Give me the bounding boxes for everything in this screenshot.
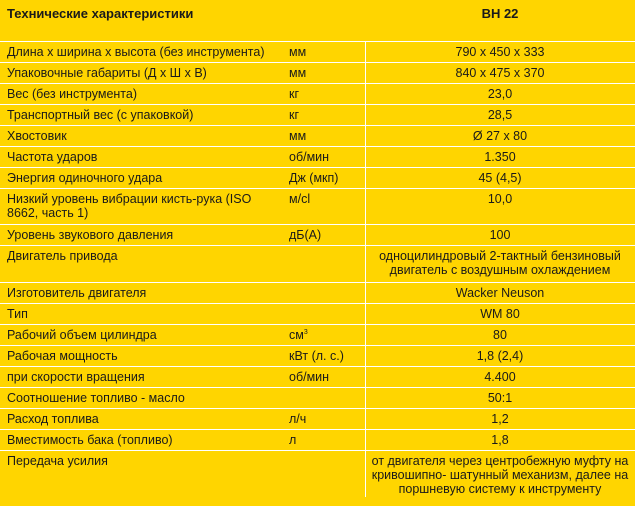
param-unit <box>289 87 359 101</box>
param-unit <box>289 66 359 80</box>
param-value: 840 x 475 x 370 <box>455 66 545 80</box>
param-name: Расход топлива <box>7 412 99 426</box>
param-value: WM 80 <box>480 307 520 321</box>
unit-text: об/мин <box>289 150 330 164</box>
unit-text: об/мин <box>289 370 330 384</box>
table-row <box>0 167 635 188</box>
table-row <box>0 245 635 282</box>
param-name: Вес (без инструмента) <box>7 87 138 101</box>
param-unit <box>289 412 359 426</box>
unit-text: кВт (л. с.) <box>289 349 344 363</box>
param-value: Ø 27 x 80 <box>472 129 528 143</box>
param-name: Вместимость бака (топливо) <box>7 433 173 447</box>
param-unit <box>289 45 359 59</box>
table-header <box>0 0 635 30</box>
param-value: 10,0 <box>487 192 513 206</box>
param-value: 100 <box>489 228 511 242</box>
param-value: от двигателя через центробежную муфту на кривошипно- шатунный механизм, далее на поршневую систему к инструменту <box>371 454 629 496</box>
table-row <box>0 303 635 324</box>
param-name: при скорости вращения <box>7 370 145 384</box>
param-name: Двигатель привода <box>7 249 118 263</box>
param-name: Тип <box>7 307 28 321</box>
param-value: 50:1 <box>487 391 513 405</box>
param-value: одноцилиндровый 2-тактный бензиновый двигатель с воздушным охлаждением <box>379 249 621 277</box>
table-row <box>0 188 635 224</box>
param-value: 790 x 450 x 333 <box>455 45 545 59</box>
param-value: 1,2 <box>491 412 509 426</box>
param-name: Частота ударов <box>7 150 98 164</box>
table-row <box>0 324 635 345</box>
table-row <box>0 62 635 83</box>
param-unit <box>289 370 359 384</box>
table-row <box>0 83 635 104</box>
param-value: 1,8 <box>491 433 509 447</box>
unit-superscript: 3 <box>303 328 308 336</box>
model-name: BH 22 <box>481 6 519 21</box>
param-name: Транспортный вес (с упаковкой) <box>7 108 194 122</box>
param-unit <box>289 192 359 206</box>
table-row <box>0 429 635 450</box>
param-name: Энергия одиночного удара <box>7 171 163 185</box>
param-unit <box>289 171 359 185</box>
table-row <box>0 41 635 62</box>
table-row <box>0 146 635 167</box>
table-row <box>0 104 635 125</box>
unit-text: мм <box>289 129 307 143</box>
table-row <box>0 345 635 366</box>
unit-text: л/ч <box>289 412 307 426</box>
param-name: Хвостовик <box>7 129 67 143</box>
param-value: 80 <box>493 328 507 342</box>
param-unit <box>289 328 359 342</box>
unit-text: Дж (мкп) <box>289 171 339 185</box>
param-value: 28,5 <box>487 108 513 122</box>
unit-text: л <box>289 433 297 447</box>
param-name: Рабочий объем цилиндра <box>7 328 157 342</box>
table-row <box>0 282 635 303</box>
table-title: Технические характеристики <box>7 6 194 21</box>
param-name: Уровень звукового давления <box>7 228 174 242</box>
spec-table <box>0 41 635 506</box>
param-unit <box>289 108 359 122</box>
table-row <box>0 450 635 506</box>
unit-text: мм <box>289 45 307 59</box>
table-row <box>0 224 635 245</box>
param-unit <box>289 228 359 242</box>
table-row <box>0 408 635 429</box>
param-unit <box>289 433 359 447</box>
unit-text: кг <box>289 87 300 101</box>
param-unit <box>289 349 359 363</box>
param-name: Упаковочные габариты (Д x Ш x В) <box>7 66 207 80</box>
param-unit <box>289 150 359 164</box>
param-unit <box>289 129 359 143</box>
param-value: 1,8 (2,4) <box>476 349 524 363</box>
table-row <box>0 387 635 408</box>
param-name: Передача усилия <box>7 454 108 468</box>
param-name: Рабочая мощность <box>7 349 118 363</box>
unit-text: мм <box>289 66 307 80</box>
param-value: 23,0 <box>487 87 513 101</box>
param-name: Изготовитель двигателя <box>7 286 147 300</box>
table-row <box>0 125 635 146</box>
param-name: Длина х ширина х высота (без инструмента) <box>7 45 265 59</box>
unit-text: м/cl <box>289 192 311 206</box>
param-value: Wacker Neuson <box>455 286 545 300</box>
param-value: 4.400 <box>484 370 516 384</box>
param-name: Соотношение топливо - масло <box>7 391 185 405</box>
param-value: 1.350 <box>484 150 516 164</box>
unit-text: см <box>289 328 304 342</box>
table-row <box>0 366 635 387</box>
param-name: Низкий уровень вибрации кисть-рука (ISO 8662, часть 1) <box>7 192 252 220</box>
unit-text: кг <box>289 108 300 122</box>
unit-text: дБ(А) <box>289 228 322 242</box>
param-value: 45 (4,5) <box>478 171 522 185</box>
